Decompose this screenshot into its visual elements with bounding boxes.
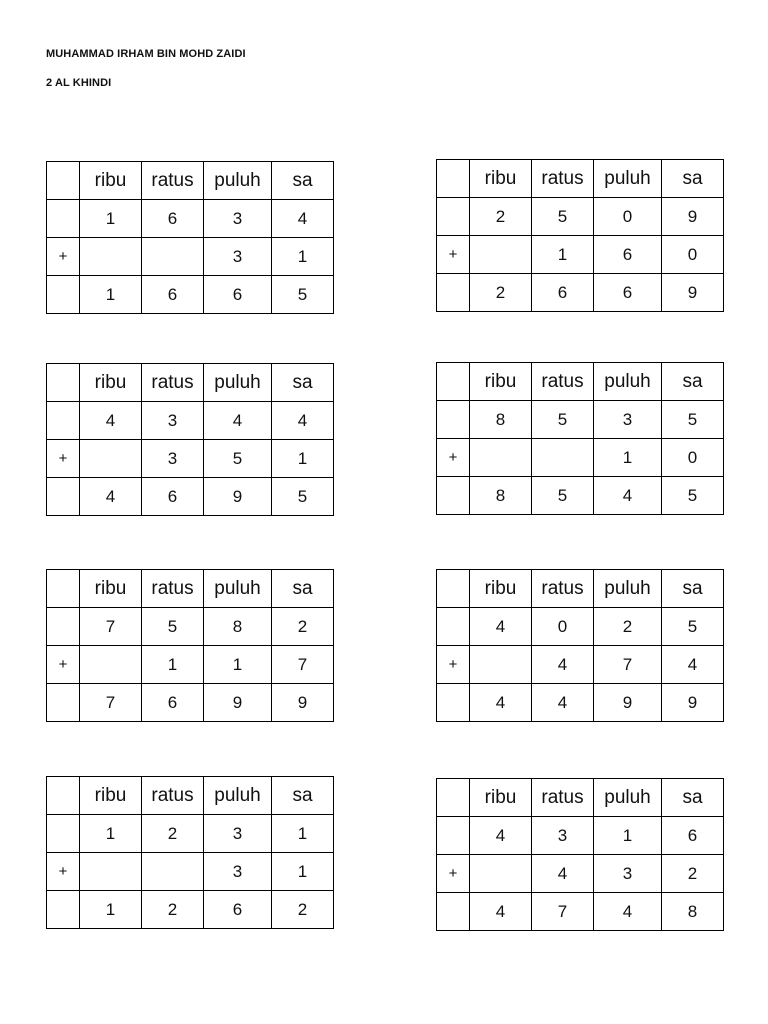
- header-ratus: ratus: [532, 160, 594, 198]
- first-addend-row: [47, 608, 334, 646]
- operator-cell: +: [437, 236, 470, 274]
- digit-ratus: 6: [142, 478, 204, 516]
- header-sa: sa: [662, 779, 724, 817]
- digit-sa: 1: [272, 853, 334, 891]
- operator-cell: [47, 815, 80, 853]
- digit-ratus: 4: [532, 646, 594, 684]
- first-addend-row: [437, 608, 724, 646]
- sum-row: [47, 891, 334, 929]
- operator-cell: [437, 198, 470, 236]
- header-puluh: puluh: [204, 570, 272, 608]
- digit-puluh: 5: [204, 440, 272, 478]
- header-sa: sa: [662, 160, 724, 198]
- digit-ratus: 1: [532, 236, 594, 274]
- operator-cell: +: [437, 646, 470, 684]
- sum-row: [437, 893, 724, 931]
- place-value-table: [436, 362, 724, 515]
- operator-cell: [47, 276, 80, 314]
- place-value-table: [46, 776, 334, 929]
- digit-ribu: 2: [470, 198, 532, 236]
- second-addend-row: [47, 646, 334, 684]
- digit-puluh: 3: [594, 855, 662, 893]
- place-value-table: [46, 363, 334, 516]
- operator-cell: [47, 478, 80, 516]
- operator-cell: +: [47, 238, 80, 276]
- operator-cell: +: [437, 439, 470, 477]
- second-addend-row: [47, 440, 334, 478]
- digit-puluh: 2: [594, 608, 662, 646]
- place-value-table: [46, 161, 334, 314]
- operator-cell: [47, 891, 80, 929]
- digit-puluh: 9: [594, 684, 662, 722]
- second-addend-row: [47, 853, 334, 891]
- header-row: [47, 570, 334, 608]
- digit-ribu: 8: [470, 401, 532, 439]
- digit-ratus: 3: [142, 402, 204, 440]
- header-sa: sa: [272, 364, 334, 402]
- first-addend-row: [47, 815, 334, 853]
- digit-puluh: 6: [204, 891, 272, 929]
- digit-ribu: [470, 646, 532, 684]
- digit-ribu: [470, 855, 532, 893]
- sum-row: [47, 684, 334, 722]
- digit-puluh: 3: [204, 238, 272, 276]
- operator-cell: [47, 684, 80, 722]
- digit-sa: 5: [662, 608, 724, 646]
- header-sa: sa: [272, 777, 334, 815]
- digit-ribu: [470, 236, 532, 274]
- digit-ribu: 8: [470, 477, 532, 515]
- operator-cell: [437, 893, 470, 931]
- digit-ribu: 4: [470, 817, 532, 855]
- digit-ratus: 0: [532, 608, 594, 646]
- operator-cell: +: [47, 440, 80, 478]
- header-blank-cell: [47, 162, 80, 200]
- header-row: [437, 160, 724, 198]
- digit-ratus: 5: [142, 608, 204, 646]
- header-row: [47, 162, 334, 200]
- sum-row: [47, 478, 334, 516]
- operator-cell: +: [47, 646, 80, 684]
- header-puluh: puluh: [594, 363, 662, 401]
- digit-ribu: 7: [80, 608, 142, 646]
- header-puluh: puluh: [204, 162, 272, 200]
- digit-sa: 0: [662, 236, 724, 274]
- sum-row: [437, 477, 724, 515]
- student-class: 2 AL KHINDI: [46, 77, 112, 89]
- digit-sa: 0: [662, 439, 724, 477]
- digit-sa: 5: [662, 477, 724, 515]
- digit-sa: 5: [662, 401, 724, 439]
- digit-puluh: 9: [204, 684, 272, 722]
- header-blank-cell: [47, 777, 80, 815]
- digit-puluh: 3: [204, 815, 272, 853]
- operator-cell: [47, 608, 80, 646]
- digit-ribu: 4: [470, 684, 532, 722]
- operator-cell: [47, 200, 80, 238]
- digit-ratus: 3: [532, 817, 594, 855]
- digit-ratus: 4: [532, 684, 594, 722]
- header-ratus: ratus: [142, 777, 204, 815]
- digit-ratus: 6: [142, 276, 204, 314]
- digit-ribu: 1: [80, 815, 142, 853]
- header-blank-cell: [47, 570, 80, 608]
- first-addend-row: [437, 401, 724, 439]
- digit-ribu: 1: [80, 276, 142, 314]
- header-ribu: ribu: [80, 162, 142, 200]
- digit-puluh: 1: [594, 817, 662, 855]
- operator-cell: [437, 401, 470, 439]
- header-blank-cell: [437, 160, 470, 198]
- digit-puluh: 4: [594, 893, 662, 931]
- header-ribu: ribu: [470, 160, 532, 198]
- digit-ratus: 5: [532, 401, 594, 439]
- place-value-table: [46, 569, 334, 722]
- header-row: [47, 777, 334, 815]
- digit-sa: 2: [272, 608, 334, 646]
- operator-cell: [47, 402, 80, 440]
- digit-ribu: 4: [80, 478, 142, 516]
- header-blank-cell: [437, 570, 470, 608]
- header-blank-cell: [437, 779, 470, 817]
- digit-sa: 5: [272, 478, 334, 516]
- header-ribu: ribu: [470, 363, 532, 401]
- first-addend-row: [437, 817, 724, 855]
- digit-ratus: [142, 853, 204, 891]
- header-row: [437, 779, 724, 817]
- header-ribu: ribu: [80, 777, 142, 815]
- digit-ribu: 1: [80, 891, 142, 929]
- digit-ribu: 2: [470, 274, 532, 312]
- digit-ribu: 4: [470, 893, 532, 931]
- digit-sa: 1: [272, 815, 334, 853]
- digit-sa: 9: [662, 684, 724, 722]
- digit-sa: 9: [662, 198, 724, 236]
- header-sa: sa: [662, 363, 724, 401]
- first-addend-row: [47, 402, 334, 440]
- operator-cell: [437, 817, 470, 855]
- operator-cell: [437, 274, 470, 312]
- header-ribu: ribu: [470, 779, 532, 817]
- digit-puluh: 3: [204, 200, 272, 238]
- digit-puluh: 6: [594, 236, 662, 274]
- header-puluh: puluh: [204, 364, 272, 402]
- digit-puluh: 4: [204, 402, 272, 440]
- digit-puluh: 0: [594, 198, 662, 236]
- digit-puluh: 6: [204, 276, 272, 314]
- header-puluh: puluh: [594, 779, 662, 817]
- header-ratus: ratus: [532, 570, 594, 608]
- digit-ratus: 1: [142, 646, 204, 684]
- digit-ratus: 5: [532, 477, 594, 515]
- header-ratus: ratus: [142, 364, 204, 402]
- digit-ribu: [80, 853, 142, 891]
- header-sa: sa: [662, 570, 724, 608]
- operator-cell: +: [437, 855, 470, 893]
- digit-ribu: [80, 646, 142, 684]
- sum-row: [47, 276, 334, 314]
- digit-ratus: 4: [532, 855, 594, 893]
- digit-sa: 9: [272, 684, 334, 722]
- digit-puluh: 9: [204, 478, 272, 516]
- digit-ratus: 6: [142, 684, 204, 722]
- header-sa: sa: [272, 570, 334, 608]
- digit-ratus: [142, 238, 204, 276]
- digit-ribu: [80, 440, 142, 478]
- student-name: MUHAMMAD IRHAM BIN MOHD ZAIDI: [46, 48, 246, 60]
- sum-row: [437, 274, 724, 312]
- digit-puluh: 7: [594, 646, 662, 684]
- digit-ribu: 1: [80, 200, 142, 238]
- second-addend-row: [437, 236, 724, 274]
- digit-ratus: 2: [142, 891, 204, 929]
- header-row: [47, 364, 334, 402]
- first-addend-row: [437, 198, 724, 236]
- digit-ratus: 3: [142, 440, 204, 478]
- digit-sa: 1: [272, 440, 334, 478]
- digit-ribu: 4: [80, 402, 142, 440]
- header-ratus: ratus: [532, 779, 594, 817]
- operator-cell: [437, 608, 470, 646]
- digit-sa: 1: [272, 238, 334, 276]
- header-sa: sa: [272, 162, 334, 200]
- header-blank-cell: [437, 363, 470, 401]
- digit-sa: 4: [272, 200, 334, 238]
- digit-puluh: 4: [594, 477, 662, 515]
- digit-puluh: 1: [204, 646, 272, 684]
- header-ratus: ratus: [142, 570, 204, 608]
- digit-sa: 6: [662, 817, 724, 855]
- digit-ratus: 5: [532, 198, 594, 236]
- second-addend-row: [437, 439, 724, 477]
- operator-cell: [437, 477, 470, 515]
- digit-sa: 4: [272, 402, 334, 440]
- digit-ratus: 7: [532, 893, 594, 931]
- digit-ratus: 2: [142, 815, 204, 853]
- header-ribu: ribu: [80, 364, 142, 402]
- operator-cell: +: [47, 853, 80, 891]
- digit-puluh: 3: [204, 853, 272, 891]
- place-value-table: [436, 778, 724, 931]
- header-puluh: puluh: [594, 160, 662, 198]
- sum-row: [437, 684, 724, 722]
- second-addend-row: [47, 238, 334, 276]
- header-ratus: ratus: [142, 162, 204, 200]
- digit-ratus: [532, 439, 594, 477]
- digit-sa: 9: [662, 274, 724, 312]
- header-puluh: puluh: [204, 777, 272, 815]
- header-row: [437, 363, 724, 401]
- first-addend-row: [47, 200, 334, 238]
- digit-ribu: [470, 439, 532, 477]
- header-row: [437, 570, 724, 608]
- digit-ratus: 6: [142, 200, 204, 238]
- place-value-table: [436, 569, 724, 722]
- header-puluh: puluh: [594, 570, 662, 608]
- digit-ratus: 6: [532, 274, 594, 312]
- digit-puluh: 8: [204, 608, 272, 646]
- digit-sa: 7: [272, 646, 334, 684]
- second-addend-row: [437, 855, 724, 893]
- digit-ribu: 4: [470, 608, 532, 646]
- digit-sa: 4: [662, 646, 724, 684]
- digit-puluh: 1: [594, 439, 662, 477]
- header-blank-cell: [47, 364, 80, 402]
- header-ribu: ribu: [80, 570, 142, 608]
- header-ratus: ratus: [532, 363, 594, 401]
- digit-sa: 2: [272, 891, 334, 929]
- digit-sa: 2: [662, 855, 724, 893]
- digit-puluh: 6: [594, 274, 662, 312]
- digit-ribu: [80, 238, 142, 276]
- digit-ribu: 7: [80, 684, 142, 722]
- operator-cell: [437, 684, 470, 722]
- digit-puluh: 3: [594, 401, 662, 439]
- digit-sa: 5: [272, 276, 334, 314]
- digit-sa: 8: [662, 893, 724, 931]
- place-value-table: [436, 159, 724, 312]
- header-ribu: ribu: [470, 570, 532, 608]
- second-addend-row: [437, 646, 724, 684]
